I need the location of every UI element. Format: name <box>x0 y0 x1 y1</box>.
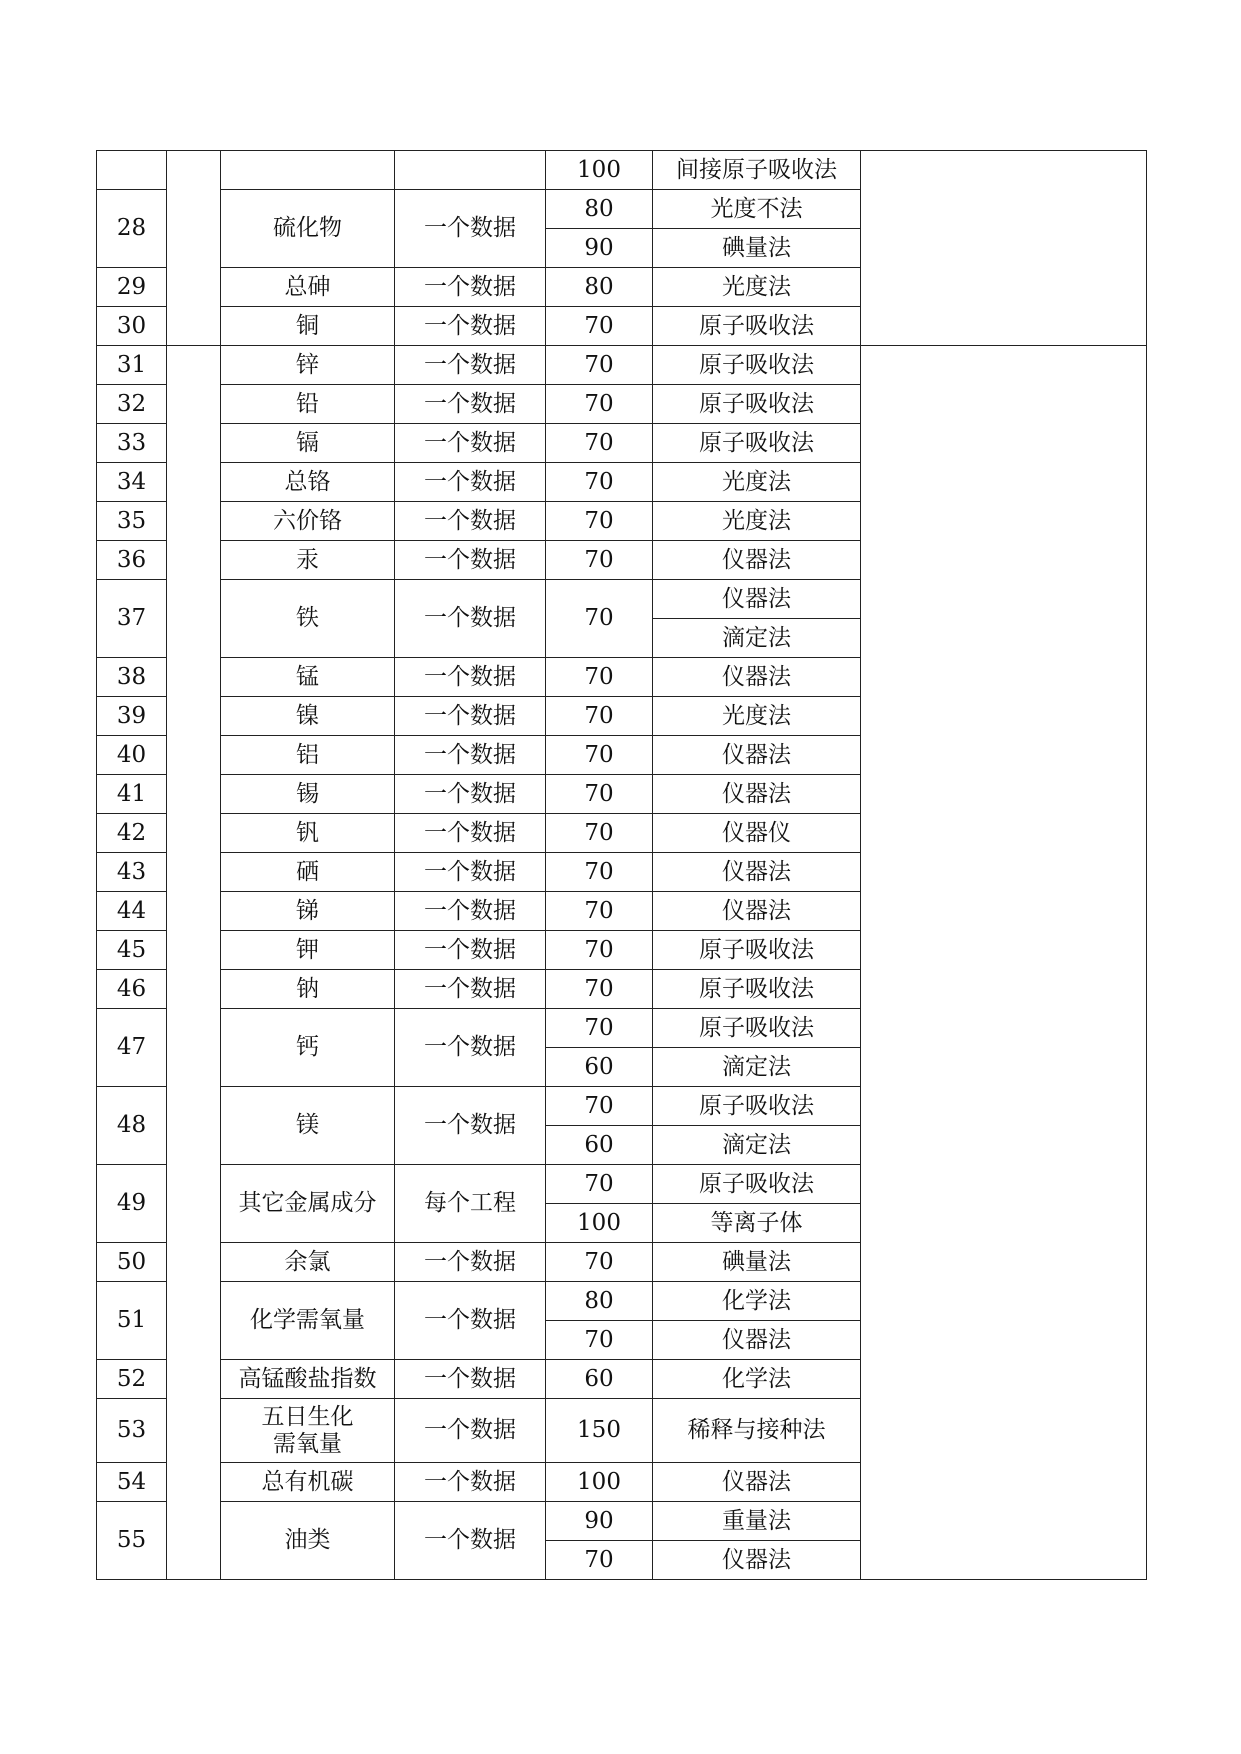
row-number-cell: 41 <box>97 775 167 814</box>
item-name-cell: 铜 <box>221 307 395 346</box>
item-name-cell: 其它金属成分 <box>221 1165 395 1243</box>
price-cell: 70 <box>546 736 653 775</box>
method-cell: 原子吸收法 <box>653 931 861 970</box>
item-name-cell: 油类 <box>221 1502 395 1580</box>
price-cell: 70 <box>546 697 653 736</box>
price-cell: 70 <box>546 892 653 931</box>
row-number-cell <box>97 151 167 190</box>
row-number-cell: 40 <box>97 736 167 775</box>
row-number-cell: 32 <box>97 385 167 424</box>
row-number-cell: 54 <box>97 1463 167 1502</box>
unit-cell: 一个数据 <box>395 346 546 385</box>
price-cell: 90 <box>546 229 653 268</box>
row-number-cell: 53 <box>97 1399 167 1463</box>
unit-cell: 一个数据 <box>395 1243 546 1282</box>
item-name-cell: 硫化物 <box>221 190 395 268</box>
row-number-cell: 30 <box>97 307 167 346</box>
method-cell: 重量法 <box>653 1502 861 1541</box>
row-number-cell: 51 <box>97 1282 167 1360</box>
item-name-cell: 硒 <box>221 853 395 892</box>
price-cell: 70 <box>546 1541 653 1580</box>
price-cell: 70 <box>546 931 653 970</box>
price-cell: 100 <box>546 1204 653 1243</box>
item-name-cell: 镉 <box>221 424 395 463</box>
method-cell: 仪器法 <box>653 892 861 931</box>
category-cell <box>167 151 221 346</box>
item-name-cell: 钒 <box>221 814 395 853</box>
method-cell: 仪器法 <box>653 1541 861 1580</box>
unit-cell: 一个数据 <box>395 970 546 1009</box>
price-cell: 70 <box>546 1243 653 1282</box>
method-cell: 光度法 <box>653 697 861 736</box>
item-name-cell: 铅 <box>221 385 395 424</box>
row-number-cell: 49 <box>97 1165 167 1243</box>
unit-cell: 一个数据 <box>395 1360 546 1399</box>
method-cell: 滴定法 <box>653 1126 861 1165</box>
price-cell: 70 <box>546 775 653 814</box>
unit-cell: 一个数据 <box>395 892 546 931</box>
item-name-cell: 锰 <box>221 658 395 697</box>
category-cell <box>167 346 221 1580</box>
price-cell: 70 <box>546 424 653 463</box>
method-cell: 仪器法 <box>653 736 861 775</box>
unit-cell: 一个数据 <box>395 697 546 736</box>
method-cell: 化学法 <box>653 1282 861 1321</box>
unit-cell: 一个数据 <box>395 190 546 268</box>
unit-cell: 一个数据 <box>395 736 546 775</box>
row-number-cell: 29 <box>97 268 167 307</box>
method-cell: 碘量法 <box>653 1243 861 1282</box>
row-number-cell: 45 <box>97 931 167 970</box>
price-cell: 60 <box>546 1126 653 1165</box>
unit-cell: 一个数据 <box>395 541 546 580</box>
price-cell: 70 <box>546 814 653 853</box>
unit-cell: 一个数据 <box>395 463 546 502</box>
unit-cell <box>395 151 546 190</box>
row-number-cell: 37 <box>97 580 167 658</box>
item-name-cell: 钾 <box>221 931 395 970</box>
method-cell: 光度不法 <box>653 190 861 229</box>
price-cell: 70 <box>546 853 653 892</box>
item-name-cell: 锌 <box>221 346 395 385</box>
unit-cell: 一个数据 <box>395 424 546 463</box>
item-name-cell: 锡 <box>221 775 395 814</box>
method-cell: 原子吸收法 <box>653 1165 861 1204</box>
method-cell: 等离子体 <box>653 1204 861 1243</box>
item-name-cell: 高锰酸盐指数 <box>221 1360 395 1399</box>
method-cell: 原子吸收法 <box>653 970 861 1009</box>
row-number-cell: 48 <box>97 1087 167 1165</box>
row-number-cell: 36 <box>97 541 167 580</box>
method-cell: 碘量法 <box>653 229 861 268</box>
row-number-cell: 44 <box>97 892 167 931</box>
price-cell: 70 <box>546 307 653 346</box>
price-cell: 70 <box>546 1321 653 1360</box>
price-cell: 70 <box>546 541 653 580</box>
unit-cell: 一个数据 <box>395 1009 546 1087</box>
row-number-cell: 46 <box>97 970 167 1009</box>
item-name-cell: 镁 <box>221 1087 395 1165</box>
unit-cell: 一个数据 <box>395 1502 546 1580</box>
unit-cell: 一个数据 <box>395 1282 546 1360</box>
unit-cell: 每个工程 <box>395 1165 546 1243</box>
unit-cell: 一个数据 <box>395 268 546 307</box>
row-number-cell: 35 <box>97 502 167 541</box>
method-cell: 原子吸收法 <box>653 346 861 385</box>
price-cell: 100 <box>546 151 653 190</box>
unit-cell: 一个数据 <box>395 385 546 424</box>
row-number-cell: 28 <box>97 190 167 268</box>
remark-cell <box>861 346 1147 1580</box>
row-number-cell: 52 <box>97 1360 167 1399</box>
row-number-cell: 38 <box>97 658 167 697</box>
method-cell: 间接原子吸收法 <box>653 151 861 190</box>
item-name-cell: 总有机碳 <box>221 1463 395 1502</box>
price-cell: 70 <box>546 502 653 541</box>
item-name-cell <box>221 151 395 190</box>
unit-cell: 一个数据 <box>395 853 546 892</box>
method-cell: 原子吸收法 <box>653 424 861 463</box>
price-cell: 70 <box>546 1087 653 1126</box>
method-cell: 仪器仪 <box>653 814 861 853</box>
row-number-cell: 50 <box>97 1243 167 1282</box>
method-cell: 仪器法 <box>653 580 861 619</box>
table-row <box>97 346 1147 385</box>
method-cell: 原子吸收法 <box>653 307 861 346</box>
price-cell: 70 <box>546 346 653 385</box>
unit-cell: 一个数据 <box>395 502 546 541</box>
method-cell: 原子吸收法 <box>653 1087 861 1126</box>
remark-cell <box>861 151 1147 346</box>
item-name-cell: 化学需氧量 <box>221 1282 395 1360</box>
price-cell: 70 <box>546 580 653 658</box>
item-name-cell: 总铬 <box>221 463 395 502</box>
row-number-cell: 31 <box>97 346 167 385</box>
unit-cell: 一个数据 <box>395 931 546 970</box>
method-cell: 光度法 <box>653 463 861 502</box>
row-number-cell: 55 <box>97 1502 167 1580</box>
method-cell: 化学法 <box>653 1360 861 1399</box>
row-number-cell: 43 <box>97 853 167 892</box>
row-number-cell: 47 <box>97 1009 167 1087</box>
item-name-cell: 锑 <box>221 892 395 931</box>
fee-table <box>96 150 1147 1580</box>
method-cell: 仪器法 <box>653 541 861 580</box>
table-row <box>97 151 1147 190</box>
price-cell: 70 <box>546 970 653 1009</box>
price-cell: 70 <box>546 463 653 502</box>
price-cell: 90 <box>546 1502 653 1541</box>
price-cell: 80 <box>546 268 653 307</box>
unit-cell: 一个数据 <box>395 814 546 853</box>
method-cell: 仪器法 <box>653 658 861 697</box>
method-cell: 光度法 <box>653 502 861 541</box>
item-name-cell: 钠 <box>221 970 395 1009</box>
method-cell: 滴定法 <box>653 619 861 658</box>
method-cell: 仪器法 <box>653 1321 861 1360</box>
row-number-cell: 39 <box>97 697 167 736</box>
method-cell: 原子吸收法 <box>653 1009 861 1048</box>
price-cell: 60 <box>546 1048 653 1087</box>
unit-cell: 一个数据 <box>395 580 546 658</box>
item-name-cell: 镍 <box>221 697 395 736</box>
row-number-cell: 42 <box>97 814 167 853</box>
item-name-cell: 铁 <box>221 580 395 658</box>
price-cell: 70 <box>546 1009 653 1048</box>
item-name-cell: 五日生化 需氧量 <box>221 1399 395 1463</box>
price-cell: 80 <box>546 190 653 229</box>
method-cell: 稀释与接种法 <box>653 1399 861 1463</box>
row-number-cell: 34 <box>97 463 167 502</box>
method-cell: 滴定法 <box>653 1048 861 1087</box>
item-name-cell: 钙 <box>221 1009 395 1087</box>
price-cell: 60 <box>546 1360 653 1399</box>
price-cell: 70 <box>546 1165 653 1204</box>
row-number-cell: 33 <box>97 424 167 463</box>
price-cell: 70 <box>546 385 653 424</box>
item-name-cell: 汞 <box>221 541 395 580</box>
price-cell: 80 <box>546 1282 653 1321</box>
item-name-cell: 余氯 <box>221 1243 395 1282</box>
method-cell: 光度法 <box>653 268 861 307</box>
unit-cell: 一个数据 <box>395 658 546 697</box>
price-cell: 100 <box>546 1463 653 1502</box>
method-cell: 仪器法 <box>653 853 861 892</box>
method-cell: 仪器法 <box>653 775 861 814</box>
unit-cell: 一个数据 <box>395 1399 546 1463</box>
unit-cell: 一个数据 <box>395 1463 546 1502</box>
price-cell: 70 <box>546 658 653 697</box>
price-cell: 150 <box>546 1399 653 1463</box>
unit-cell: 一个数据 <box>395 775 546 814</box>
item-name-cell: 六价铬 <box>221 502 395 541</box>
item-name-cell: 总砷 <box>221 268 395 307</box>
unit-cell: 一个数据 <box>395 1087 546 1165</box>
method-cell: 原子吸收法 <box>653 385 861 424</box>
unit-cell: 一个数据 <box>395 307 546 346</box>
method-cell: 仪器法 <box>653 1463 861 1502</box>
item-name-cell: 铝 <box>221 736 395 775</box>
